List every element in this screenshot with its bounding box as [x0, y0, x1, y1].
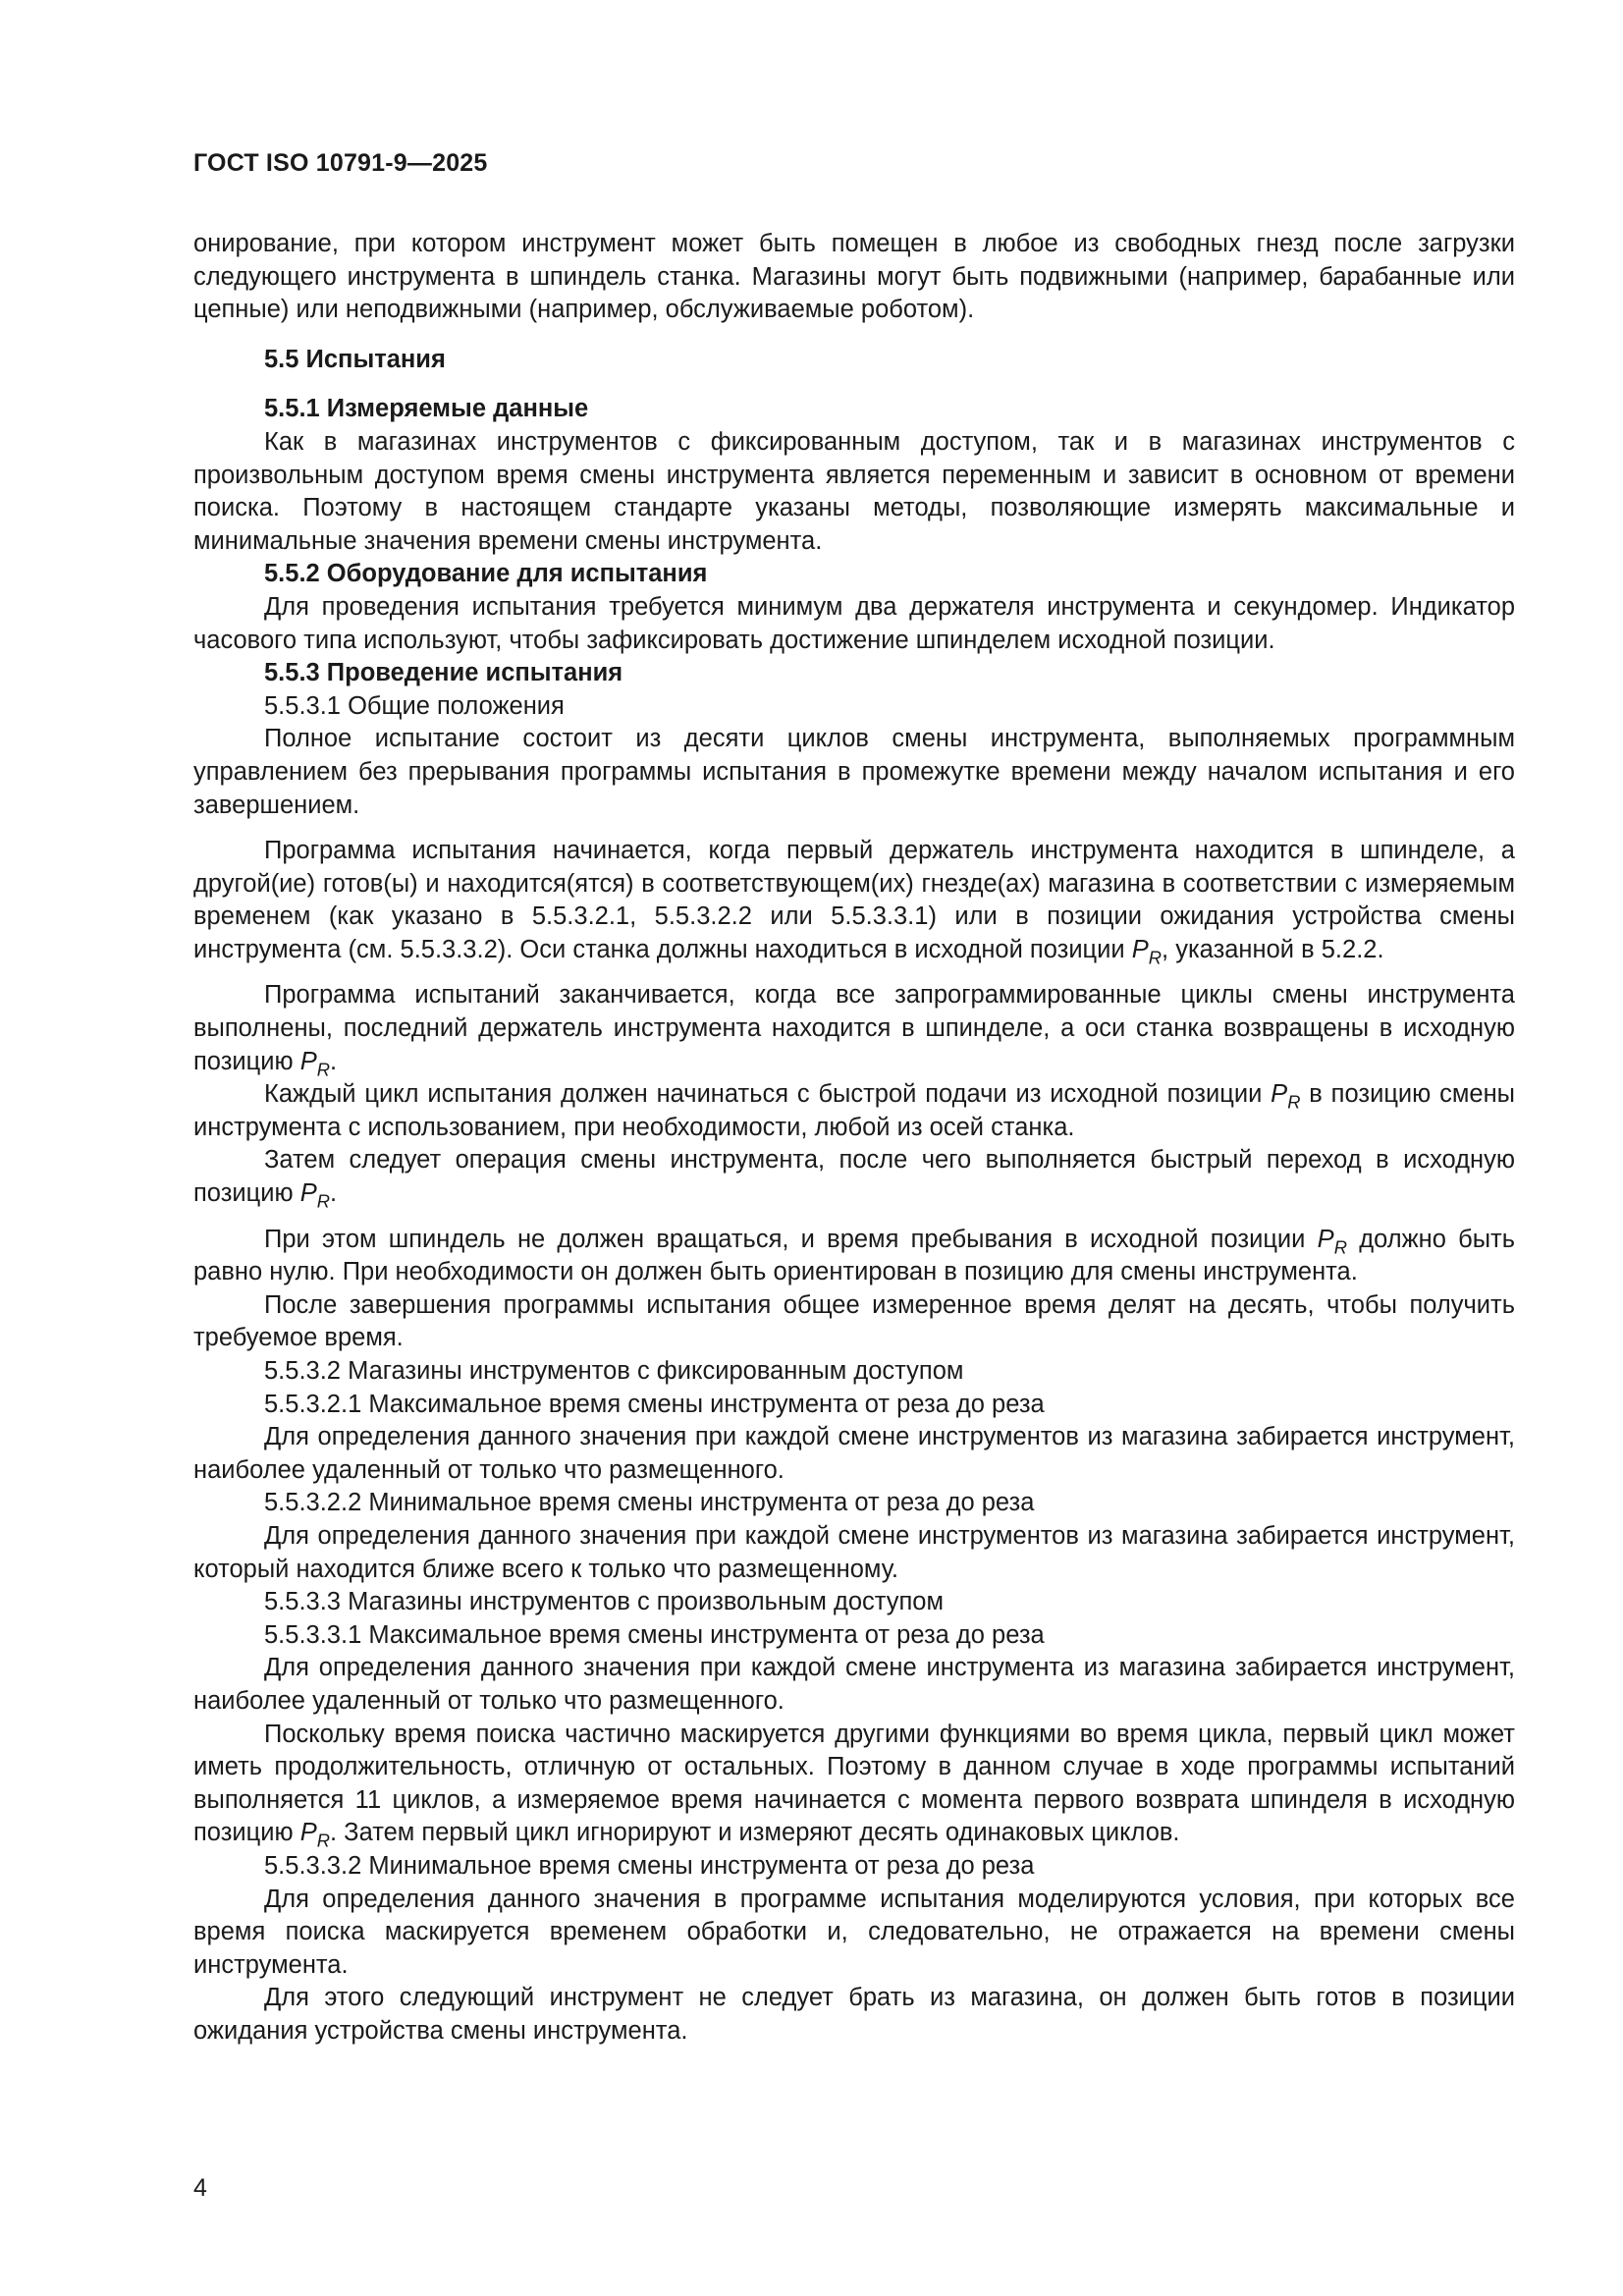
- text-run: в позицию смены инструмента с использованием, при необходимости, любой из осей станка.: [193, 1080, 1515, 1141]
- text-run: .: [330, 1179, 338, 1208]
- text-run: . Затем первый цикл игнорируют и измеряют десять одинаковых циклов.: [330, 1819, 1180, 1847]
- paragraph: Как в магазинах инструментов с фиксированным доступом, так и в магазинах инструментов с произвольным доступом время смены инструмента является переменным и зависит в основном от времени поиска. Поэтому в настоящем стандарте указаны методы, позволяющие измерять максимальные и минимальные значения времени смены инструмента.: [193, 427, 1515, 555]
- symbol-subscript: R: [1148, 947, 1163, 968]
- text-run: Затем следует операция смены инструмента, после чего выполняется быстрый переход в исходную позицию: [193, 1146, 1515, 1208]
- text-run: Программа испытаний заканчивается, когда все запрограммированные циклы смены инструмента выполнены, последний держатель инструмента находится в шпинделе, а оси станка возвращены в исходную позицию: [193, 981, 1515, 1075]
- document-body: [193, 228, 1515, 2048]
- subsection-heading: 5.5.3.1 Общие положения: [264, 691, 565, 720]
- paragraph: После завершения программы испытания общее измеренное время делят на десять, чтобы получить требуемое время.: [193, 1290, 1515, 1352]
- text-run: Каждый цикл испытания должен начинаться с быстрой подачи из исходной позиции: [264, 1080, 1263, 1109]
- section-heading: 5.5.2 Оборудование для испытания: [264, 560, 708, 588]
- paragraph: онирование, при котором инструмент может быть помещен в любое из свободных гнезд после загрузки следующего инструмента в шпиндель станка. Магазины могут быть подвижными (например, барабанные или цепные) или неподвижными (например, обслуживаемые роботом).: [193, 230, 1515, 324]
- symbol-pr: [1317, 1225, 1347, 1258]
- paragraph: Для определения данного значения при каждой смене инструмента из магазина забирается инструмент, наиболее удаленный от только что размещенного.: [193, 1654, 1515, 1715]
- symbol-base: P: [299, 1819, 317, 1847]
- text-run: Поскольку время поиска частично маскируется другими функциями во время цикла, первый цикл может иметь продолжительность, отличную от остальных. Поэтому в данном случае в ходе программы испытаний выполняется 11 циклов, а измеряемое время начинается с момента первого возврата шпинделя в исходную позицию: [193, 1720, 1515, 1847]
- symbol-base: P: [299, 1047, 317, 1075]
- paragraph: [193, 835, 1515, 966]
- paragraph: [193, 1719, 1515, 1850]
- paragraph: [193, 979, 1515, 1078]
- text-run: , указанной в 5.2.2.: [1162, 935, 1384, 963]
- symbol-base: P: [1271, 1080, 1288, 1109]
- symbol-subscript: R: [316, 1059, 330, 1080]
- paragraph: Для проведения испытания требуется минимум два держателя инструмента и секундомер. Индикатор часового типа используют, чтобы зафиксировать достижение шпинделем исходной позиции.: [193, 592, 1515, 654]
- paragraph: [193, 1078, 1515, 1144]
- subsection-heading: 5.5.3.3.1 Максимальное время смены инструмента от реза до реза: [264, 1620, 1045, 1649]
- symbol-subscript: R: [316, 1830, 330, 1851]
- symbol-base: P: [1317, 1225, 1334, 1253]
- subsection-heading: 5.5.3.3.2 Минимальное время смены инструмента от реза до реза: [264, 1851, 1035, 1880]
- subsection-heading: 5.5.3.2.2 Минимальное время смены инструмента от реза до реза: [264, 1489, 1035, 1517]
- text-run: .: [330, 1047, 338, 1075]
- text-run: Программа испытания начинается, когда первый держатель инструмента находится в шпинделе, а другой(ие) готов(ы) и находится(ятся) в соответствующем(их) гнезде(ах) магазина в соответствии с измеряемым временем (как указано в 5.5.3.2.1, 5.5.3.2.2 или 5.5.3.3.1) или в позиции ожидания устройства смены инструмента (см. 5.5.3.3.2). Оси станка должны находиться в исходной позиции: [193, 837, 1515, 963]
- symbol-base: P: [1131, 935, 1149, 963]
- text-run: должно быть равно нулю. При необходимости он должен быть ориентирован в позицию для смены инструмента.: [193, 1225, 1516, 1286]
- paragraph: Для определения данного значения при каждой смене инструментов из магазина забирается инструмент, который находится ближе всего к только что размещенному.: [193, 1521, 1515, 1583]
- symbol-subscript: R: [1287, 1091, 1301, 1113]
- page-number: 4: [193, 2174, 207, 2202]
- section-heading: 5.5.3 Проведение испытания: [264, 659, 623, 687]
- paragraph: Для этого следующий инструмент не следует брать из магазина, он должен быть готов в позиции ожидания устройства смены инструмента.: [193, 1984, 1515, 2045]
- symbol-base: P: [299, 1179, 317, 1208]
- symbol-pr: [299, 1047, 330, 1080]
- symbol-subscript: R: [1333, 1236, 1347, 1258]
- section-heading: 5.5.1 Измеряемые данные: [264, 395, 589, 423]
- paragraph: Полное испытание состоит из десяти циклов смены инструмента, выполняемых программным управлением без прерывания программы испытания в промежутке времени между началом испытания и его завершением.: [193, 725, 1515, 819]
- paragraph: Для определения данного значения в программе испытания моделируются условия, при которых все время поиска маскируется временем обработки и, следовательно, не отражается на времени смены инструмента.: [193, 1885, 1515, 1979]
- paragraph: [193, 1224, 1515, 1289]
- text-run: При этом шпиндель не должен вращаться, и время пребывания в исходной позиции: [264, 1225, 1306, 1253]
- paragraph: [193, 1144, 1515, 1210]
- symbol-pr: [299, 1179, 330, 1212]
- symbol-subscript: R: [316, 1190, 330, 1212]
- subsection-heading: 5.5.3.3 Магазины инструментов с произвольным доступом: [264, 1588, 945, 1616]
- subsection-heading: 5.5.3.2 Магазины инструментов с фиксированным доступом: [264, 1357, 964, 1385]
- paragraph: Для определения данного значения при каждой смене инструментов из магазина забирается инструмент, наиболее удаленный от только что размещенного.: [193, 1423, 1515, 1484]
- symbol-pr: [299, 1819, 330, 1851]
- document-header: ГОСТ ISO 10791-9—2025: [193, 149, 488, 177]
- symbol-pr: [1131, 935, 1163, 968]
- section-heading: 5.5 Испытания: [264, 345, 446, 373]
- symbol-pr: [1271, 1080, 1301, 1113]
- subsection-heading: 5.5.3.2.1 Максимальное время смены инструмента от реза до реза: [264, 1390, 1045, 1418]
